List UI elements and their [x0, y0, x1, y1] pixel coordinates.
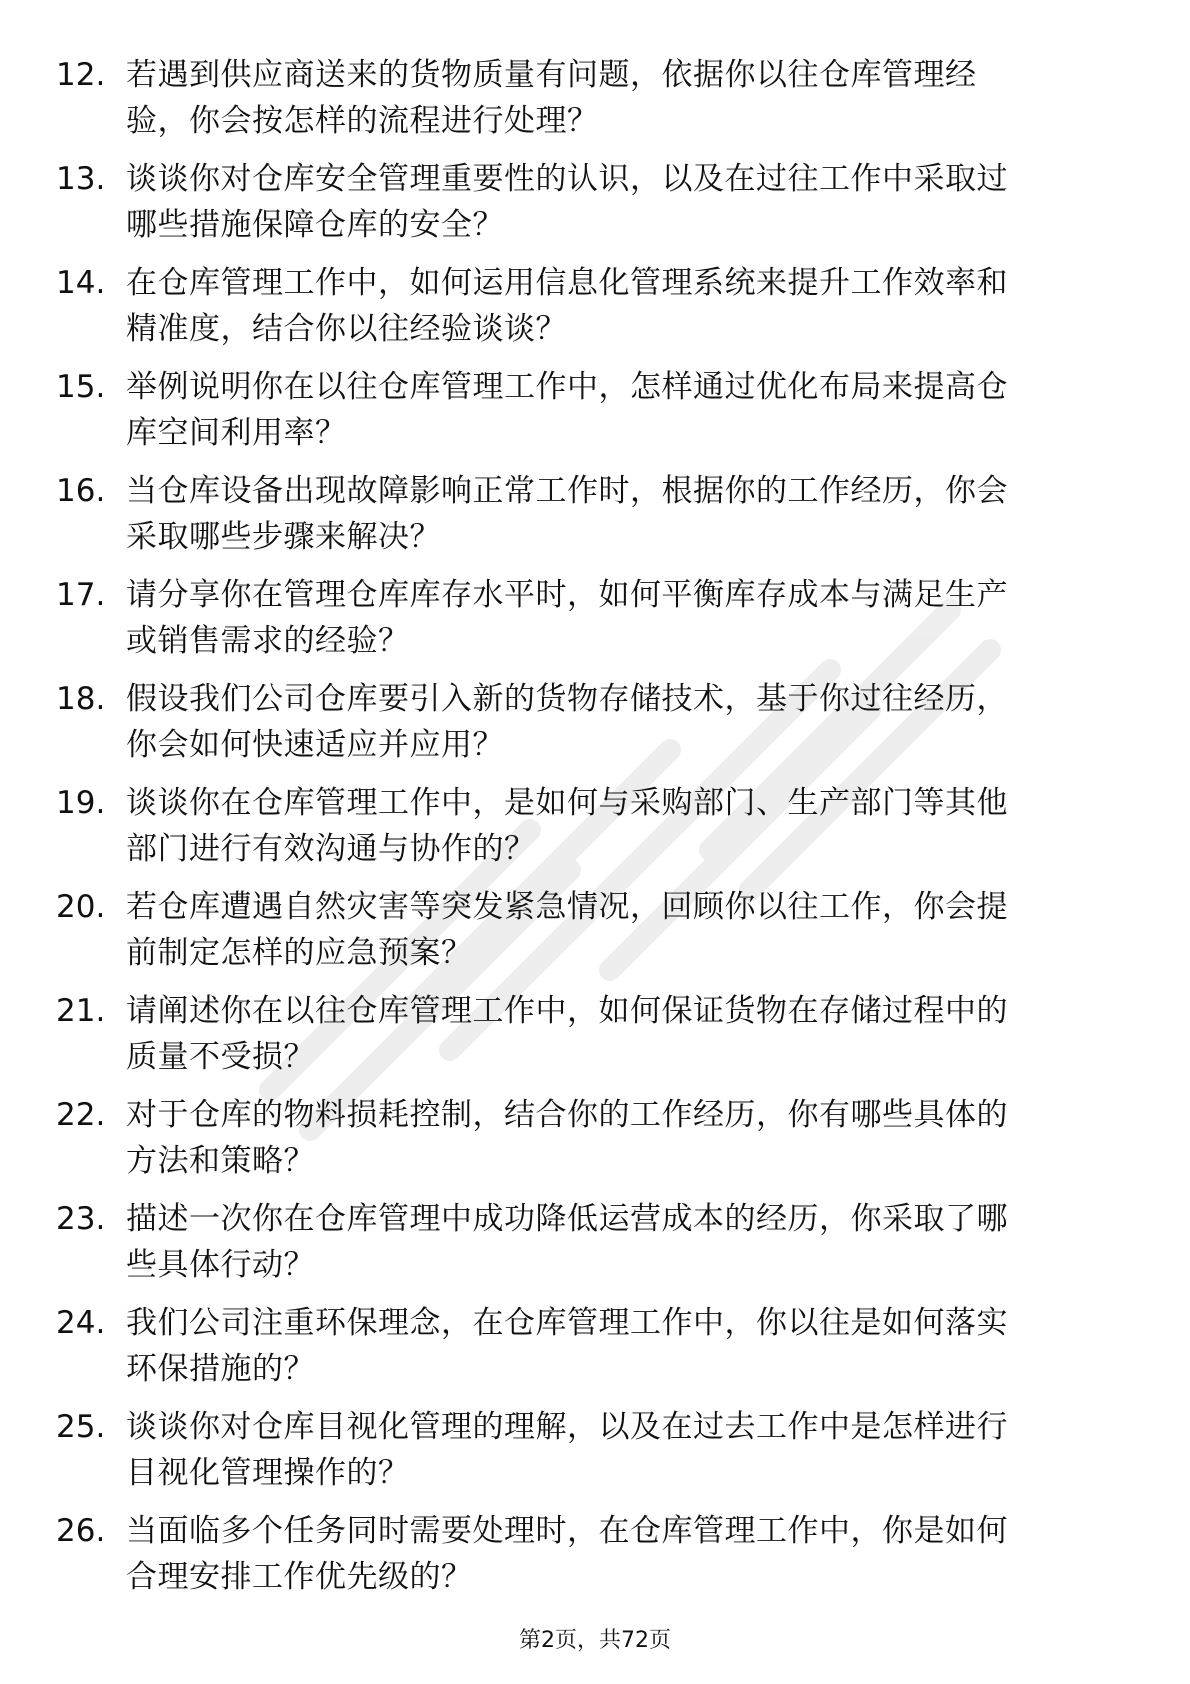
- question-item: [56, 1404, 1116, 1508]
- question-list: [56, 52, 1116, 1612]
- question-line: 对于仓库的物料损耗控制，结合你的工作经历，你有哪些具体的: [126, 1097, 1008, 1133]
- question-item: [56, 1300, 1116, 1404]
- question-text: [126, 988, 1101, 1080]
- question-item: [56, 364, 1116, 468]
- question-item: [56, 52, 1116, 156]
- question-line: 描述一次你在仓库管理中成功降低运营成本的经历，你采取了哪: [126, 1201, 1008, 1237]
- question-item: [56, 988, 1116, 1092]
- question-line: 若仓库遭遇自然灾害等突发紧急情况，回顾你以往工作，你会提: [126, 889, 1008, 925]
- question-text: [126, 1092, 1101, 1184]
- question-number: 22.: [56, 1097, 106, 1133]
- question-line: 举例说明你在以往仓库管理工作中，怎样通过优化布局来提高仓: [126, 369, 1008, 405]
- question-text: [126, 260, 1101, 352]
- question-text: [126, 364, 1101, 456]
- question-line: 目视化管理操作的？: [126, 1455, 410, 1491]
- question-line: 谈谈你对仓库目视化管理的理解，以及在过去工作中是怎样进行: [126, 1409, 1008, 1445]
- question-text: [126, 1404, 1101, 1496]
- question-line: 假设我们公司仓库要引入新的货物存储技术，基于你过往经历，: [126, 681, 1008, 717]
- question-line: 些具体行动？: [126, 1247, 315, 1283]
- question-item: [56, 156, 1116, 260]
- question-number: 25.: [56, 1409, 106, 1445]
- question-line: 精准度，结合你以往经验谈谈？: [126, 311, 567, 347]
- question-item: [56, 468, 1116, 572]
- question-line: 请阐述你在以往仓库管理工作中，如何保证货物在存储过程中的: [126, 993, 1008, 1029]
- question-item: [56, 676, 1116, 780]
- question-item: [56, 884, 1116, 988]
- question-text: [126, 780, 1101, 872]
- question-line: 质量不受损？: [126, 1039, 315, 1075]
- question-number: 18.: [56, 681, 106, 717]
- question-text: [126, 884, 1101, 976]
- question-number: 12.: [56, 57, 106, 93]
- question-line: 谈谈你对仓库安全管理重要性的认识，以及在过往工作中采取过: [126, 161, 1008, 197]
- question-line: 在仓库管理工作中，如何运用信息化管理系统来提升工作效率和: [126, 265, 1008, 301]
- question-number: 17.: [56, 577, 106, 613]
- question-number: 20.: [56, 889, 106, 925]
- question-line: 当仓库设备出现故障影响正常工作时，根据你的工作经历，你会: [126, 473, 1008, 509]
- question-line: 方法和策略？: [126, 1143, 315, 1179]
- question-line: 环保措施的？: [126, 1351, 315, 1387]
- question-line: 库空间利用率？: [126, 415, 347, 451]
- page-footer: 第2页，共72页: [519, 1628, 671, 1653]
- question-number: 21.: [56, 993, 106, 1029]
- question-text: [126, 572, 1101, 664]
- question-line: 前制定怎样的应急预案？: [126, 935, 473, 971]
- question-number: 19.: [56, 785, 106, 821]
- question-number: 16.: [56, 473, 106, 509]
- question-text: [126, 468, 1101, 560]
- question-line: 谈谈你在仓库管理工作中，是如何与采购部门、生产部门等其他: [126, 785, 1008, 821]
- question-line: 采取哪些步骤来解决？: [126, 519, 441, 555]
- question-text: [126, 676, 1101, 768]
- question-line: 哪些措施保障仓库的安全？: [126, 207, 504, 243]
- question-text: [126, 1508, 1101, 1600]
- question-line: 验，你会按怎样的流程进行处理？: [126, 103, 599, 139]
- question-line: 当面临多个任务同时需要处理时，在仓库管理工作中，你是如何: [126, 1513, 1008, 1549]
- question-text: [126, 1196, 1101, 1288]
- question-text: [126, 1300, 1101, 1392]
- question-line: 若遇到供应商送来的货物质量有问题，依据你以往仓库管理经: [126, 57, 977, 93]
- question-line: 或销售需求的经验？: [126, 623, 410, 659]
- question-item: [56, 260, 1116, 364]
- question-item: [56, 572, 1116, 676]
- question-line: 我们公司注重环保理念，在仓库管理工作中，你以往是如何落实: [126, 1305, 1008, 1341]
- question-item: [56, 780, 1116, 884]
- question-number: 14.: [56, 265, 106, 301]
- question-number: 13.: [56, 161, 106, 197]
- question-number: 15.: [56, 369, 106, 405]
- question-item: [56, 1092, 1116, 1196]
- question-number: 26.: [56, 1513, 106, 1549]
- question-item: [56, 1508, 1116, 1612]
- question-line: 请分享你在管理仓库库存水平时，如何平衡库存成本与满足生产: [126, 577, 1008, 613]
- question-item: [56, 1196, 1116, 1300]
- question-text: [126, 156, 1101, 248]
- question-text: [126, 52, 1101, 144]
- question-line: 你会如何快速适应并应用？: [126, 727, 504, 763]
- question-number: 24.: [56, 1305, 106, 1341]
- question-number: 23.: [56, 1201, 106, 1237]
- question-line: 合理安排工作优先级的？: [126, 1559, 473, 1595]
- question-line: 部门进行有效沟通与协作的？: [126, 831, 536, 867]
